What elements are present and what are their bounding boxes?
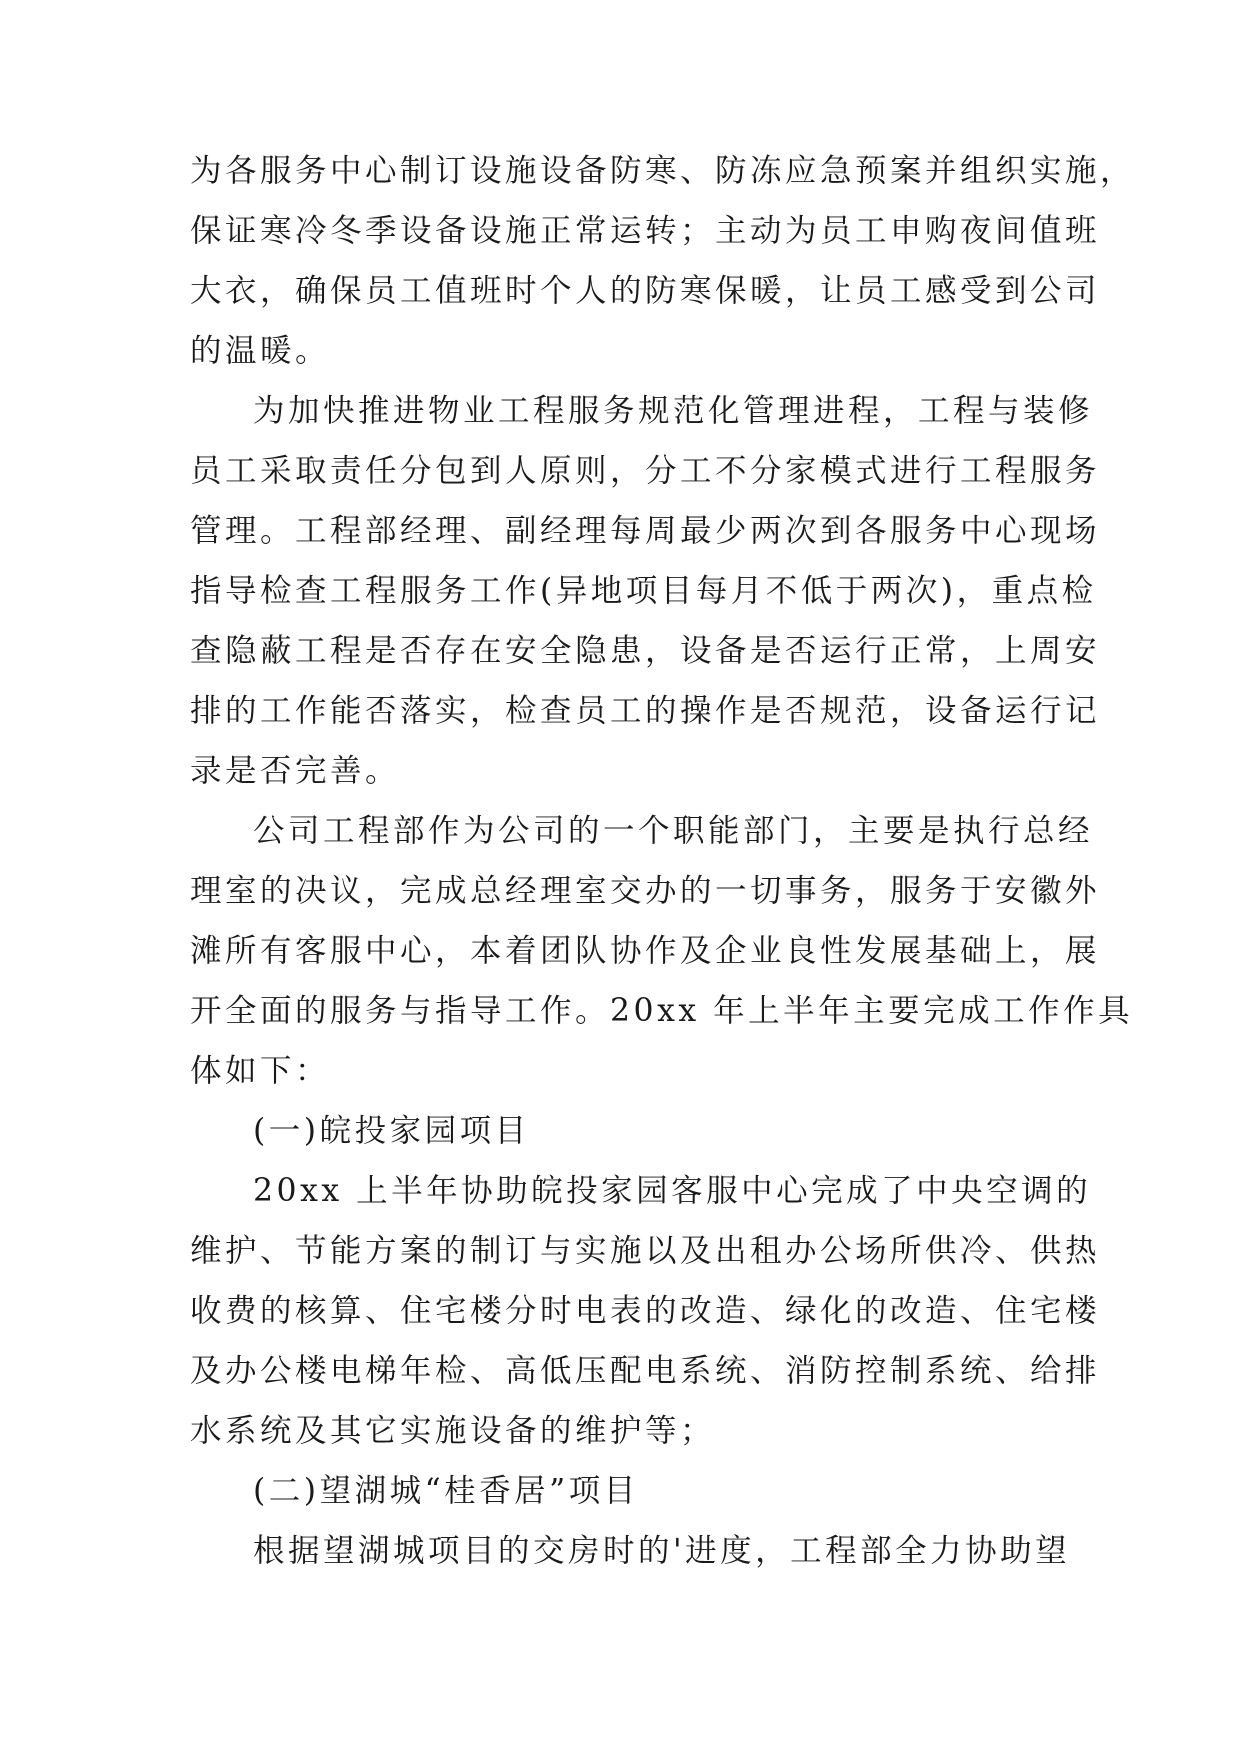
text-line: 滩所有客服中心，本着团队协作及企业良性发展基础上，展 — [190, 933, 1101, 969]
paragraph-first-line: 20xx 上半年协助皖投家园客服中心完成了中央空调的 — [253, 1173, 1092, 1209]
text-line: 开全面的服务与指导工作。20xx 年上半年主要完成工作作具 — [190, 993, 1134, 1029]
text-line: 查隐蔽工程是否存在安全隐患，设备是否运行正常，上周安 — [190, 633, 1101, 669]
section-heading: (二)望湖城“桂香居”项目 — [253, 1473, 639, 1509]
text-line: 大衣，确保员工值班时个人的防寒保暖，让员工感受到公司 — [190, 273, 1101, 309]
text-line: 员工采取责任分包到人原则，分工不分家模式进行工程服务 — [190, 453, 1101, 489]
section-heading: (一)皖投家园项目 — [253, 1113, 530, 1149]
text-line: 保证寒冷冬季设备设施正常运转；主动为员工申购夜间值班 — [190, 213, 1101, 249]
text-line: 录是否完善。 — [190, 753, 401, 789]
text-line: 指导检查工程服务工作(异地项目每月不低于两次)，重点检 — [190, 573, 1097, 609]
text-line: 体如下： — [190, 1053, 331, 1089]
text-line: 为各服务中心制订设施设备防寒、防冻应急预案并组织实施， — [190, 153, 1136, 189]
text-line: 管理。工程部经理、副经理每周最少两次到各服务中心现场 — [190, 513, 1101, 549]
paragraph-first-line: 根据望湖城项目的交房时的'进度，工程部全力协助望 — [253, 1533, 1071, 1569]
text-line: 及办公楼电梯年检、高低压配电系统、消防控制系统、给排 — [190, 1353, 1101, 1389]
text-line: 的温暖。 — [190, 333, 331, 369]
text-line: 水系统及其它实施设备的维护等； — [190, 1413, 716, 1449]
text-line: 排的工作能否落实，检查员工的操作是否规范，设备运行记 — [190, 693, 1101, 729]
text-line: 理室的决议，完成总经理室交办的一切事务，服务于安徽外 — [190, 873, 1101, 909]
paragraph-first-line: 公司工程部作为公司的一个职能部门，主要是执行总经 — [253, 813, 1094, 849]
text-line: 收费的核算、住宅楼分时电表的改造、绿化的改造、住宅楼 — [190, 1293, 1101, 1329]
paragraph-first-line: 为加快推进物业工程服务规范化管理进程，工程与装修 — [253, 393, 1094, 429]
text-line: 维护、节能方案的制订与实施以及出租办公场所供冷、供热 — [190, 1233, 1101, 1269]
